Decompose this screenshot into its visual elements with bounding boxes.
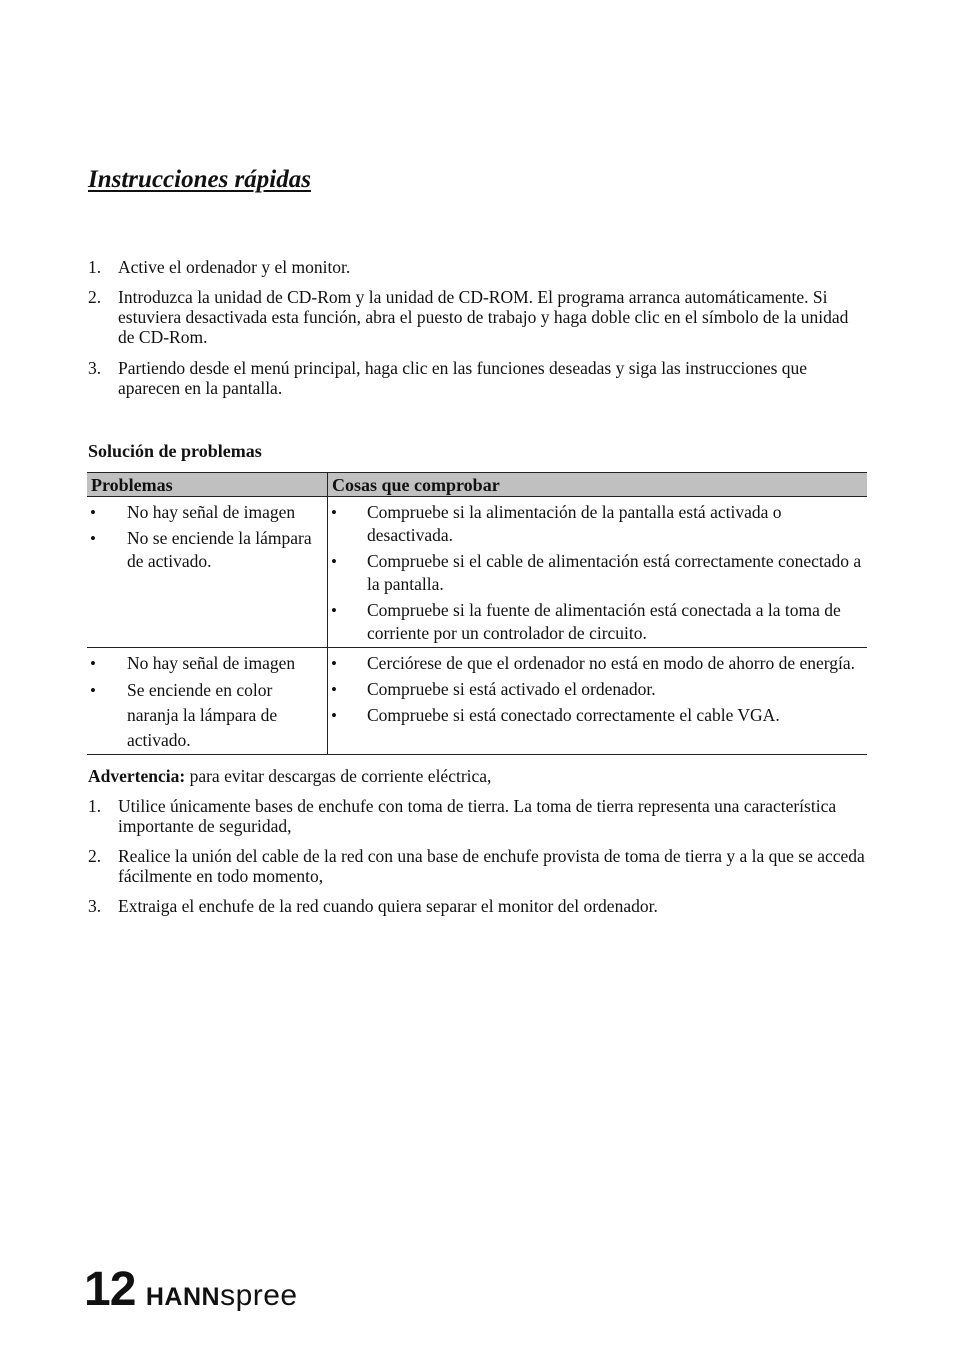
page-number: 12 [84,1263,136,1316]
column-header-checks: Cosas que comprobar [328,473,868,497]
bullet-item [87,527,327,573]
list-text: Introduzca la unidad de CD-Rom y la unidad de CD-ROM. El programa arranca automáticamente. Si estuviera desactivada esta función, abra el puesto de trabajo y haga doble clic en el símbolo de la unidad de CD-Rom. [118,287,849,347]
table-row [87,497,867,648]
list-item [88,796,868,836]
table-row [87,648,867,755]
bullet-item [87,678,327,753]
list-item [88,287,868,347]
bullet-item [328,652,867,675]
section-heading: Solución de problemas [88,441,262,461]
bullet-text: No se enciende la lámpara de activado. [127,528,312,571]
warning-label: Advertencia: [88,766,186,786]
list-item [88,257,868,277]
page-footer [84,1262,298,1317]
checks-cell [328,497,868,648]
bullet-text: Compruebe si está conectado correctamente el cable VGA. [367,705,780,725]
list-number: 2. [88,846,102,866]
intro-steps-list [88,257,868,398]
list-item [88,846,868,886]
bullet: • [331,601,337,620]
list-text: Active el ordenador y el monitor. [118,257,351,277]
bullet: • [90,654,96,673]
page-title: Instrucciones rápidas [88,166,311,193]
bullet-item [87,652,327,675]
list-text: Realice la unión del cable de la red con una base de enchufe provista de toma de tierra y a la que se acceda fácilmente en todo momento, [118,846,865,886]
list-number: 3. [88,896,102,916]
bullet-text: No hay señal de imagen [127,653,296,673]
bullet-item [328,599,867,645]
list-item [88,358,868,398]
list-number: 1. [88,257,102,277]
bullet-item [328,678,867,701]
bullet: • [331,654,337,673]
brand-logo [146,1279,298,1312]
problems-cell [87,648,328,755]
bullet-item [328,501,867,547]
bullet: • [331,706,337,725]
list-text: Utilice únicamente bases de enchufe con toma de tierra. La toma de tierra representa una característica importante de seguridad, [118,796,837,836]
bullet-text: Compruebe si está activado el ordenador. [367,679,656,699]
warning-text: para evitar descargas de corriente eléctrica, [185,766,492,786]
bullet-text: No hay señal de imagen [127,502,296,522]
bullet-item [328,704,867,727]
bullet: • [331,503,337,522]
troubleshooting-table [87,472,867,755]
bullet: • [90,529,96,548]
bullet-text: Se enciende en color naranja la lámpara de activado. [127,680,278,750]
brand-logo-light: spree [220,1279,298,1312]
list-number: 2. [88,287,102,307]
bullet: • [90,681,96,700]
bullet-text: Compruebe si la alimentación de la pantalla está activada o desactivada. [367,502,782,545]
list-number: 1. [88,796,102,816]
table-header-row [87,473,867,497]
bullet-item [87,501,327,524]
list-item [88,896,868,916]
bullet: • [331,680,337,699]
checks-cell [328,648,868,755]
warning-steps-list [88,796,868,916]
list-text: Extraiga el enchufe de la red cuando quiera separar el monitor del ordenador. [118,896,658,916]
bullet-text: Compruebe si la fuente de alimentación está conectada a la toma de corriente por un controlador de circuito. [367,600,841,643]
bullet-item [328,550,867,596]
column-header-problems: Problemas [87,473,328,497]
list-number: 3. [88,358,102,378]
brand-logo-bold: HANN [145,1283,221,1311]
warning-paragraph [88,765,491,787]
bullet: • [331,552,337,571]
list-text: Partiendo desde el menú principal, haga clic en las funciones deseadas y siga las instrucciones que aparecen en la pantalla. [118,358,808,398]
bullet-text: Cerciórese de que el ordenador no está en modo de ahorro de energía. [367,653,856,673]
bullet-text: Compruebe si el cable de alimentación está correctamente conectado a la pantalla. [367,551,862,594]
bullet: • [90,503,96,522]
problems-cell [87,497,328,648]
